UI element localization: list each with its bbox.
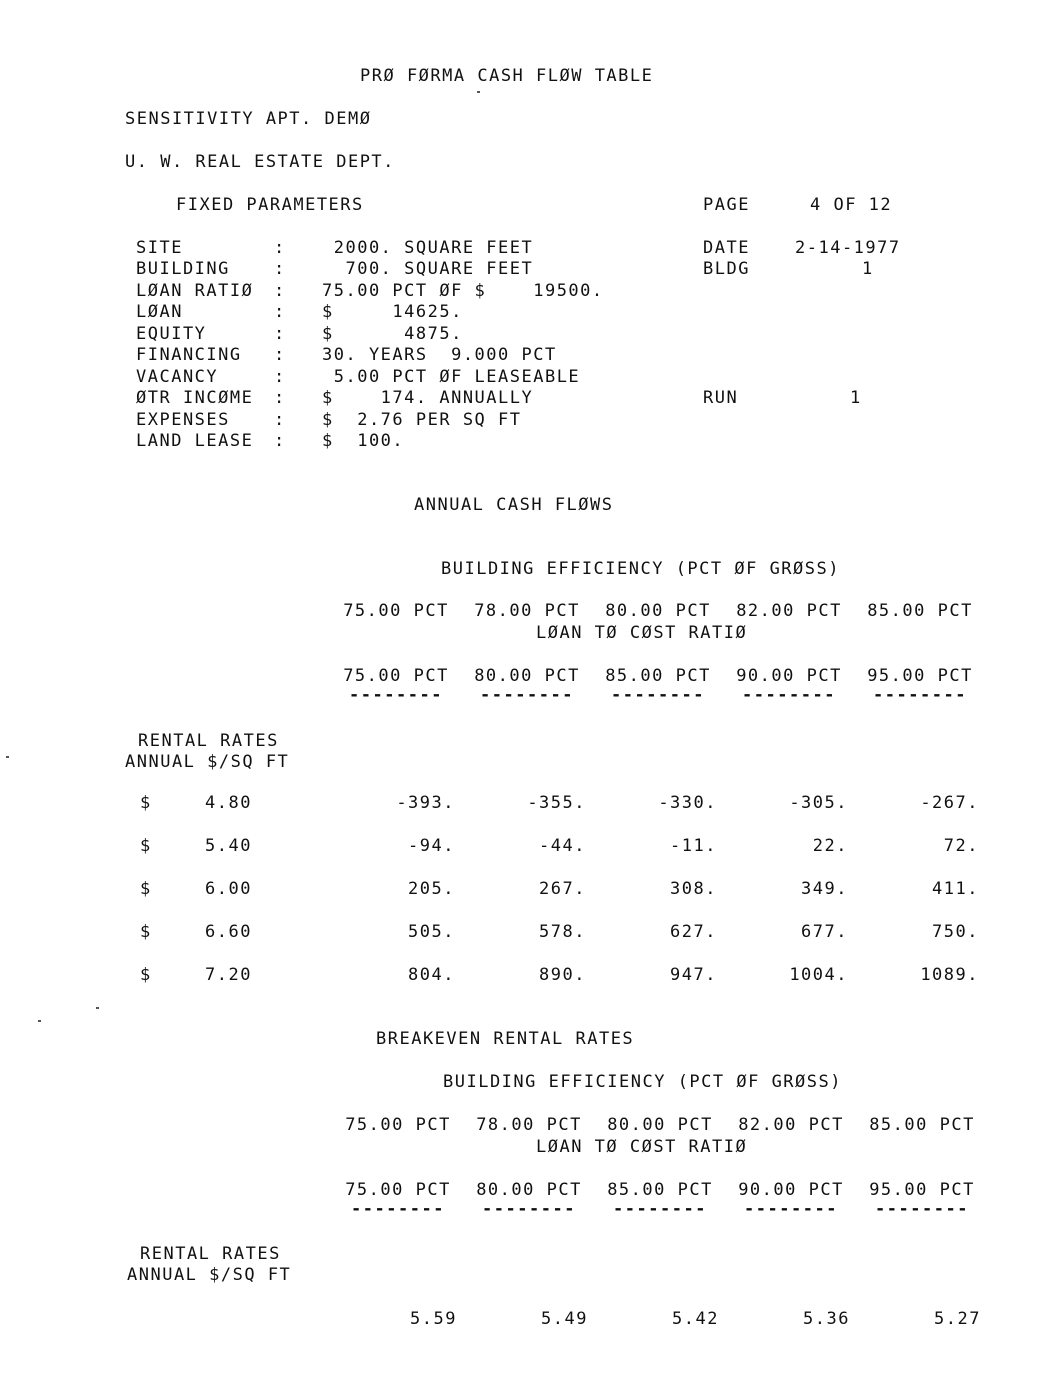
param-label: LØAN <box>136 302 183 322</box>
row-header-units: ANNUAL $/SQ FT <box>125 752 290 772</box>
efficiency-value: 75.00 PCT <box>345 1115 451 1135</box>
param-label: FINANCING <box>136 345 242 365</box>
currency-symbol: $ <box>140 836 152 856</box>
param-separator: : <box>274 345 286 365</box>
efficiency-value: 82.00 PCT <box>736 601 842 621</box>
param-label: EXPENSES <box>136 410 230 430</box>
param-separator: : <box>274 281 286 301</box>
efficiency-value: 75.00 PCT <box>343 601 449 621</box>
column-underline: -------- <box>613 1199 707 1219</box>
efficiency-value: 85.00 PCT <box>869 1115 975 1135</box>
cash-flow-cell: 627. <box>670 922 717 942</box>
efficiency-value: 78.00 PCT <box>474 601 580 621</box>
ratio-label: LØAN TØ CØST RATIØ <box>536 623 748 643</box>
ratio-value: 75.00 PCT <box>343 666 449 686</box>
ratio-value: 95.00 PCT <box>869 1180 975 1200</box>
column-underline: -------- <box>349 685 443 705</box>
cash-flow-cell: 205. <box>408 879 455 899</box>
cash-flow-cell: -44. <box>539 836 586 856</box>
rental-rate: 4.80 <box>205 793 252 813</box>
param-separator: : <box>274 238 286 258</box>
rental-rate: 6.60 <box>205 922 252 942</box>
cash-flow-cell: -305. <box>789 793 848 813</box>
param-value: $ 100. <box>322 431 405 451</box>
param-value: 2000. SQUARE FEET <box>322 238 534 258</box>
efficiency-value: 78.00 PCT <box>476 1115 582 1135</box>
date-label: DATE <box>703 238 750 258</box>
ratio-value: 95.00 PCT <box>867 666 973 686</box>
row-header-rental-rates: RENTAL RATES <box>138 731 279 751</box>
param-separator: : <box>274 259 286 279</box>
fixed-parameters-label: FIXED PARAMETERS <box>176 195 364 215</box>
param-label: LAND LEASE <box>136 431 254 451</box>
cash-flow-cell: 750. <box>932 922 979 942</box>
page-label: PAGE <box>703 195 750 215</box>
currency-symbol: $ <box>140 965 152 985</box>
param-separator: : <box>274 367 286 387</box>
param-separator: : <box>274 324 286 344</box>
bldg-label: BLDG <box>703 259 750 279</box>
param-value: 700. SQUARE FEET <box>322 259 534 279</box>
param-value: $ 4875. <box>322 324 463 344</box>
param-label: LØAN RATIØ <box>136 281 254 301</box>
breakeven-cell: 5.36 <box>803 1309 850 1329</box>
cash-flow-cell: 578. <box>539 922 586 942</box>
ratio-value: 85.00 PCT <box>607 1180 713 1200</box>
run-value: 1 <box>850 388 862 408</box>
organization: U. W. REAL ESTATE DEPT. <box>125 152 395 172</box>
cash-flow-cell: 1089. <box>920 965 979 985</box>
column-underline: -------- <box>351 1199 445 1219</box>
cash-flow-cell: 267. <box>539 879 586 899</box>
breakeven-cell: 5.42 <box>672 1309 719 1329</box>
cash-flow-cell: -355. <box>527 793 586 813</box>
cash-flow-cell: -94. <box>408 836 455 856</box>
scan-speck <box>477 91 480 93</box>
cash-flow-cell: -11. <box>670 836 717 856</box>
cash-flow-cell: -393. <box>396 793 455 813</box>
efficiency-value: 85.00 PCT <box>867 601 973 621</box>
param-label: BUILDING <box>136 259 230 279</box>
column-underline: -------- <box>611 685 705 705</box>
param-value: 75.00 PCT ØF $ 19500. <box>322 281 604 301</box>
param-separator: : <box>274 410 286 430</box>
param-separator: : <box>274 302 286 322</box>
column-underline: -------- <box>744 1199 838 1219</box>
ratio-value: 90.00 PCT <box>736 666 842 686</box>
cash-flow-cell: -330. <box>658 793 717 813</box>
page-title: PRØ FØRMA CASH FLØW TABLE <box>360 66 654 86</box>
ratio-value: 80.00 PCT <box>476 1180 582 1200</box>
cash-flow-cell: 349. <box>801 879 848 899</box>
param-separator: : <box>274 431 286 451</box>
cash-flow-cell: 505. <box>408 922 455 942</box>
rental-rate: 7.20 <box>205 965 252 985</box>
breakeven-cell: 5.49 <box>541 1309 588 1329</box>
scan-speck <box>38 1020 41 1022</box>
ratio-value: 80.00 PCT <box>474 666 580 686</box>
cash-flow-cell: 72. <box>943 836 979 856</box>
cash-flow-cell: -267. <box>920 793 979 813</box>
cash-flow-cell: 947. <box>670 965 717 985</box>
efficiency-value: 82.00 PCT <box>738 1115 844 1135</box>
section-title-breakeven: BREAKEVEN RENTAL RATES <box>376 1029 635 1049</box>
param-value: 30. YEARS 9.000 PCT <box>322 345 557 365</box>
ratio-value: 90.00 PCT <box>738 1180 844 1200</box>
ratio-label: LØAN TØ CØST RATIØ <box>536 1137 748 1157</box>
column-underline: -------- <box>742 685 836 705</box>
param-label: EQUITY <box>136 324 207 344</box>
cash-flow-cell: 411. <box>932 879 979 899</box>
param-label: ØTR INCØME <box>136 388 254 408</box>
efficiency-value: 80.00 PCT <box>607 1115 713 1135</box>
param-value: 5.00 PCT ØF LEASEABLE <box>322 367 581 387</box>
breakeven-cell: 5.27 <box>934 1309 981 1329</box>
rental-rate: 6.00 <box>205 879 252 899</box>
column-underline: -------- <box>480 685 574 705</box>
bldg-value: 1 <box>862 259 874 279</box>
efficiency-label: BUILDING EFFICIENCY (PCT ØF GRØSS) <box>443 1072 842 1092</box>
rental-rate: 5.40 <box>205 836 252 856</box>
param-value: $ 2.76 PER SQ FT <box>322 410 522 430</box>
ratio-value: 85.00 PCT <box>605 666 711 686</box>
cash-flow-cell: 804. <box>408 965 455 985</box>
scan-speck <box>96 1007 99 1009</box>
column-underline: -------- <box>482 1199 576 1219</box>
row-header-units: ANNUAL $/SQ FT <box>127 1265 292 1285</box>
cash-flow-cell: 890. <box>539 965 586 985</box>
cash-flow-cell: 1004. <box>789 965 848 985</box>
date-value: 2-14-1977 <box>795 238 901 258</box>
param-value: $ 174. ANNUALLY <box>322 388 534 408</box>
param-value: $ 14625. <box>322 302 463 322</box>
page-value: 4 OF 12 <box>810 195 893 215</box>
cash-flow-cell: 22. <box>812 836 848 856</box>
param-separator: : <box>274 388 286 408</box>
currency-symbol: $ <box>140 793 152 813</box>
param-label: VACANCY <box>136 367 219 387</box>
column-underline: -------- <box>875 1199 969 1219</box>
cash-flow-cell: 308. <box>670 879 717 899</box>
ratio-value: 75.00 PCT <box>345 1180 451 1200</box>
param-label: SITE <box>136 238 183 258</box>
currency-symbol: $ <box>140 922 152 942</box>
project-name: SENSITIVITY APT. DEMØ <box>125 109 372 129</box>
section-title-annual-cash-flows: ANNUAL CASH FLØWS <box>414 495 614 515</box>
row-header-rental-rates: RENTAL RATES <box>140 1244 281 1264</box>
run-label: RUN <box>703 388 739 408</box>
scan-speck <box>6 756 9 758</box>
efficiency-label: BUILDING EFFICIENCY (PCT ØF GRØSS) <box>441 559 840 579</box>
cash-flow-cell: 677. <box>801 922 848 942</box>
column-underline: -------- <box>873 685 967 705</box>
efficiency-value: 80.00 PCT <box>605 601 711 621</box>
breakeven-cell: 5.59 <box>410 1309 457 1329</box>
currency-symbol: $ <box>140 879 152 899</box>
